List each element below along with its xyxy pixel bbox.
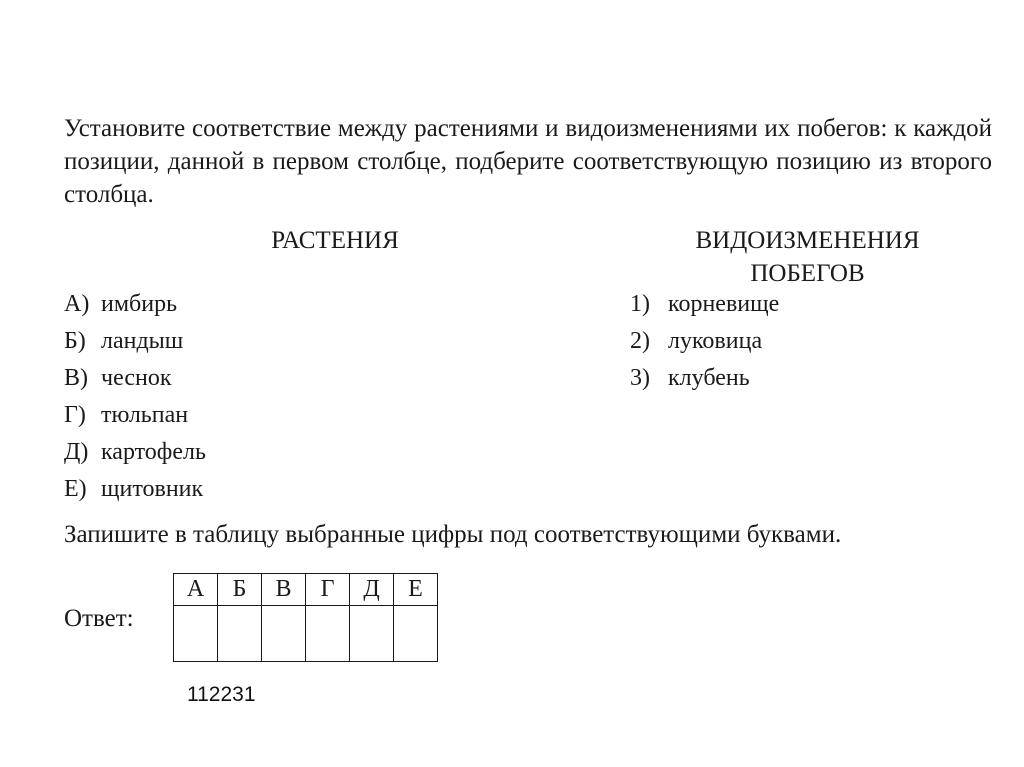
plant-item [64, 360, 206, 397]
answer-input-row [174, 606, 438, 662]
plant-marker: В) [64, 365, 88, 391]
answer-table [173, 573, 438, 662]
answer-cell[interactable] [218, 606, 262, 662]
modification-marker: 2) [630, 328, 650, 354]
plant-item [64, 471, 206, 508]
modification-marker: 3) [630, 365, 650, 391]
answer-header-row [174, 574, 438, 606]
plant-name: картофель [101, 439, 206, 465]
task-instruction: Установите соответствие между растениями и видоизменениями их побегов: к каждой позиции, данной в первом столбце, подберите соответствующую позицию из второго столбца. [64, 115, 992, 208]
modification-marker: 1) [630, 291, 650, 317]
plant-name: тюльпан [101, 402, 189, 428]
plant-item [64, 434, 206, 471]
modifications-column-heading: ВИДОИЗМЕНЕНИЯ ПОБЕГОВ [695, 227, 920, 287]
plant-name: щитовник [101, 476, 204, 502]
modification-item [630, 360, 779, 397]
modification-item [630, 323, 779, 360]
answer-column-header: Д [350, 574, 394, 606]
modification-name: луковица [668, 328, 763, 354]
answer-cell[interactable] [262, 606, 306, 662]
plant-marker: Б) [64, 328, 86, 354]
plant-marker: А) [64, 291, 90, 317]
answer-column-header: Б [218, 574, 262, 606]
modification-name: корневище [668, 291, 780, 317]
plants-list [64, 286, 206, 508]
plant-item [64, 286, 206, 323]
plants-column-heading: РАСТЕНИЯ [271, 227, 399, 254]
plant-name: ландыш [101, 328, 184, 354]
answer-cell[interactable] [350, 606, 394, 662]
plant-item [64, 323, 206, 360]
answer-column-header: В [262, 574, 306, 606]
modifications-list [630, 286, 779, 397]
plant-marker: Е) [64, 476, 87, 502]
answer-cell[interactable] [174, 606, 218, 662]
answer-column-header: Е [394, 574, 438, 606]
answer-cell[interactable] [306, 606, 350, 662]
write-instruction: Запишите в таблицу выбранные цифры под соответствующими буквами. [64, 521, 842, 548]
plant-marker: Г) [64, 402, 86, 428]
plant-name: имбирь [101, 291, 178, 317]
plant-marker: Д) [64, 439, 89, 465]
modification-name: клубень [668, 365, 750, 391]
answer-cell[interactable] [394, 606, 438, 662]
modification-item [630, 286, 779, 323]
answer-column-header: А [174, 574, 218, 606]
answer-column-header: Г [306, 574, 350, 606]
answer-label: Ответ: [64, 605, 134, 632]
plant-name: чеснок [101, 365, 172, 391]
written-answer: 112231 [187, 683, 256, 706]
plant-item [64, 397, 206, 434]
